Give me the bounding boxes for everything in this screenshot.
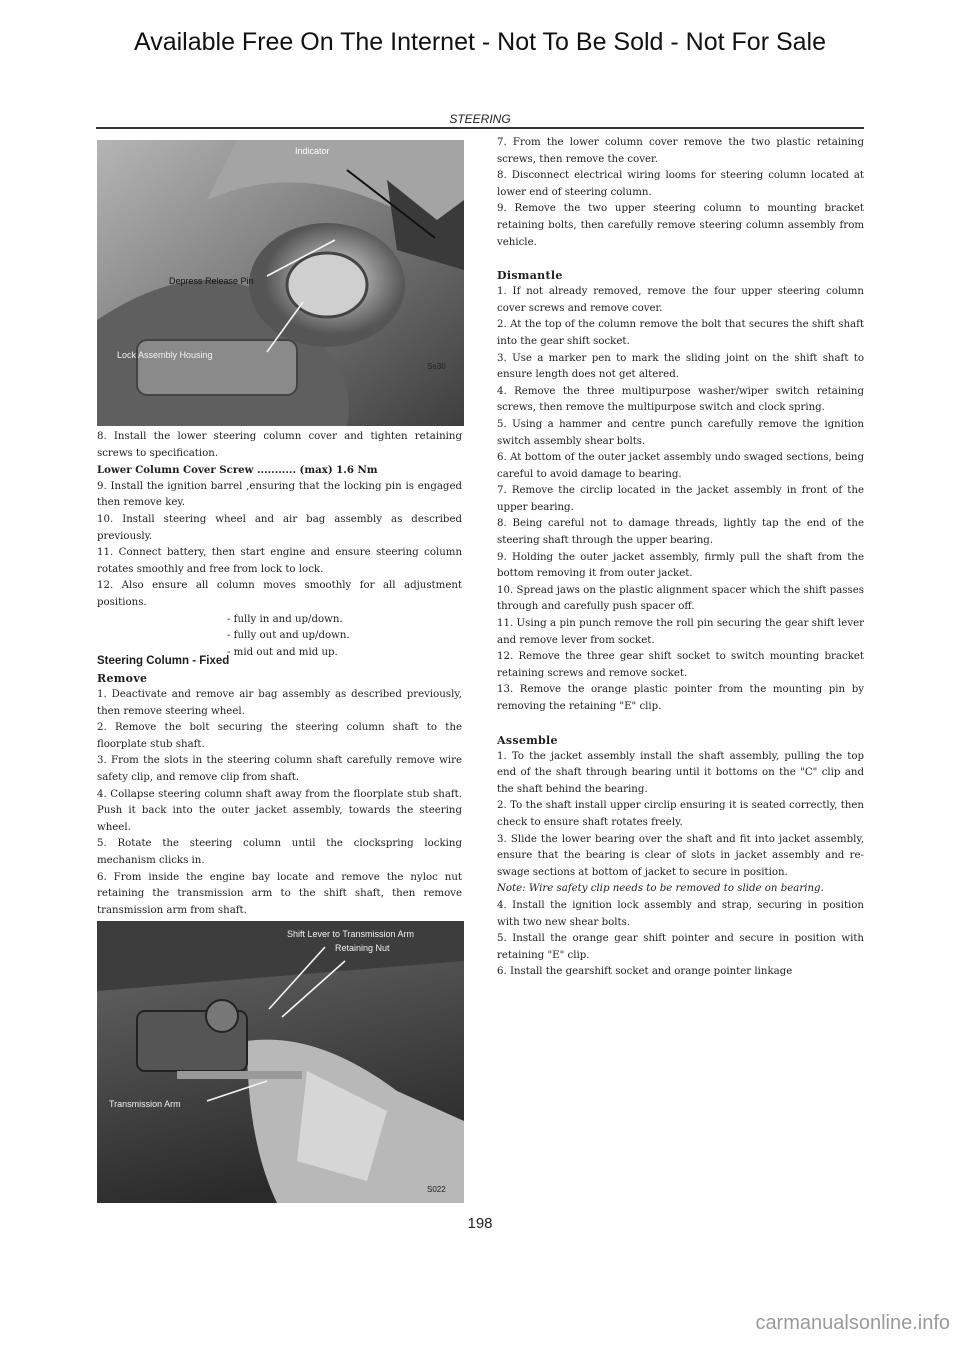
figure-ignition-lock-photo xyxy=(97,140,464,426)
running-head: STEERING xyxy=(449,112,511,126)
page-number: 198 xyxy=(467,1215,493,1232)
step-11: 11. Connect battery, then start engine and ensure steering column rotates smoothly and free from lock to lock. xyxy=(97,547,462,575)
photo-transmission-arm-graphic xyxy=(97,921,464,1203)
assemble-heading: Assemble xyxy=(497,733,558,747)
remove-step-1: 1. Deactivate and remove air bag assembly as described previously, then remove steering wheel. xyxy=(97,689,462,717)
dismantle-step-2: 2. At the top of the column remove the bolt that secures the shift shaft into the gear shift socket. xyxy=(497,319,864,347)
dismantle-step-9: 9. Holding the outer jacket assembly, firmly pull the shaft from the bottom removing it from outer jacket. xyxy=(497,551,864,580)
assemble-step-3: 3. Slide the lower bearing over the shaft and fit into jacket assembly, ensure that the bearing is clear of slots in jacket assembly and re-swage sections at bottom of jacket to secure in position. xyxy=(497,833,864,878)
availability-banner: Available Free On The Internet - Not To Be Sold - Not For Sale xyxy=(133,28,827,56)
callout-retaining-nut: Retaining Nut xyxy=(335,943,390,953)
callout-depress-release-pin: Depress Release Pin xyxy=(169,276,254,286)
remove-step-9: 9. Remove the two upper steering column to mounting bracket retaining bolts, then carefully remove steering column assembly from vehicle. xyxy=(497,203,864,248)
photo-ignition-lock-graphic xyxy=(97,140,464,426)
callout-lock-assembly-housing: Lock Assembly Housing xyxy=(117,350,213,360)
dismantle-step-13: 13. Remove the orange plastic pointer from the mounting pin by removing the retaining "E" clip. xyxy=(497,684,864,712)
figure-code: S022 xyxy=(427,1185,446,1194)
callout-indicator: Indicator xyxy=(295,146,330,156)
dismantle-step-1: 1. If not already removed, remove the four upper steering column cover screws and remove cover. xyxy=(497,286,864,314)
remove-step-7: 7. From the lower column cover remove the two plastic retaining screws, then remove the cover. xyxy=(497,137,864,165)
dismantle-step-4: 4. Remove the three multipurpose washer/wiper switch retaining screws, then remove the multipurpose switch and clock spring. xyxy=(497,385,864,414)
dismantle-step-3: 3. Use a marker pen to mark the sliding joint on the shift shaft to ensure length does not get altered. xyxy=(497,352,864,381)
assemble-step-2: 2. To the shaft install upper circlip ensuring it is seated correctly, then check to ensure shaft rotates freely. xyxy=(497,800,864,828)
step-8: 8. Install the lower steering column cover and tighten retaining screws to specification. xyxy=(97,431,462,459)
remove-step-8: 8. Disconnect electrical wiring looms for steering column located at lower end of steering column. xyxy=(497,170,864,198)
dismantle-step-8: 8. Being careful not to damage threads, lightly tap the end of the steering shaft through the upper bearing. xyxy=(497,518,864,547)
left-column-lower xyxy=(97,653,462,919)
figure-transmission-arm-photo xyxy=(97,921,464,1203)
assemble-step-1: 1. To the jacket assembly install the shaft assembly, pulling the top end of the shaft through bearing until it bottoms on the "C" clip and the shaft behind the bearing. xyxy=(497,750,864,795)
step-9: 9. Install the ignition barrel ,ensuring that the locking pin is engaged then remove key. xyxy=(97,480,462,509)
dismantle-step-10: 10. Spread jaws on the plastic alignment spacer which the shift passes through and carefully push spacer off. xyxy=(497,584,864,613)
dismantle-heading: Dismantle xyxy=(497,269,563,283)
step-10: 10. Install steering wheel and air bag assembly as described previously. xyxy=(97,513,462,542)
remove-step-4: 4. Collapse steering column shaft away from the floorplate stub shaft. Push it back into the outer jacket assembly, towards the steering wheel. xyxy=(97,788,462,833)
dismantle-step-12: 12. Remove the three gear shift socket to switch mounting bracket retaining screws and remove socket. xyxy=(497,651,864,679)
assemble-step-4: 4. Install the ignition lock assembly and strap, securing in position with two new shear bolts. xyxy=(497,899,864,928)
callout-shift-lever: Shift Lever to Transmission Arm xyxy=(287,929,415,939)
remove-step-2: 2. Remove the bolt securing the steering column shaft to the floorplate stub shaft. xyxy=(97,722,462,750)
remove-step-3: 3. From the slots in the steering column shaft carefully remove wire safety clip, and remove clip from shaft. xyxy=(97,755,462,783)
torque-spec: Lower Column Cover Screw ........... (max) 1.6 Nm xyxy=(97,464,378,477)
figure-code: Se30 xyxy=(427,362,446,371)
right-column xyxy=(497,135,864,981)
left-column-upper xyxy=(97,429,462,661)
remove-step-6: 6. From inside the engine bay locate and remove the nyloc nut retaining the transmission arm to the shift shaft, then remove transmission arm from shaft. xyxy=(97,871,462,916)
assemble-step-6: 6. Install the gearshift socket and orange pointer linkage xyxy=(497,966,793,978)
step-12-option-b: - fully out and up/down. xyxy=(227,630,350,642)
site-watermark: carmanualsonline.info xyxy=(755,1312,950,1334)
dismantle-step-6: 6. At bottom of the outer jacket assembly undo swaged sections, being careful to avoid damage to bearing. xyxy=(497,452,864,480)
remove-step-5: 5. Rotate the steering column until the clockspring locking mechanism clicks in. xyxy=(97,838,462,866)
callout-transmission-arm: Transmission Arm xyxy=(109,1099,181,1109)
assemble-note: Note: Wire safety clip needs to be removed to slide on bearing. xyxy=(497,883,824,895)
assemble-step-5: 5. Install the orange gear shift pointer and secure in position with retaining "E" clip. xyxy=(497,933,864,961)
remove-heading: Remove xyxy=(97,672,148,685)
dismantle-step-11: 11. Using a pin punch remove the roll pin securing the gear shift lever and remove lever from socket. xyxy=(497,618,864,646)
header-rule xyxy=(96,127,864,129)
step-12-option-c: - mid out and mid up. xyxy=(227,646,338,658)
section-title: Steering Column - Fixed xyxy=(97,655,230,667)
step-12-option-a: - fully in and up/down. xyxy=(227,613,343,625)
dismantle-step-7: 7. Remove the circlip located in the jacket assembly in front of the upper bearing. xyxy=(497,485,864,513)
step-12: 12. Also ensure all column moves smoothly for all adjustment positions. xyxy=(97,580,462,608)
dismantle-step-5: 5. Using a hammer and centre punch carefully remove the ignition switch assembly shear bolts. xyxy=(497,418,864,447)
